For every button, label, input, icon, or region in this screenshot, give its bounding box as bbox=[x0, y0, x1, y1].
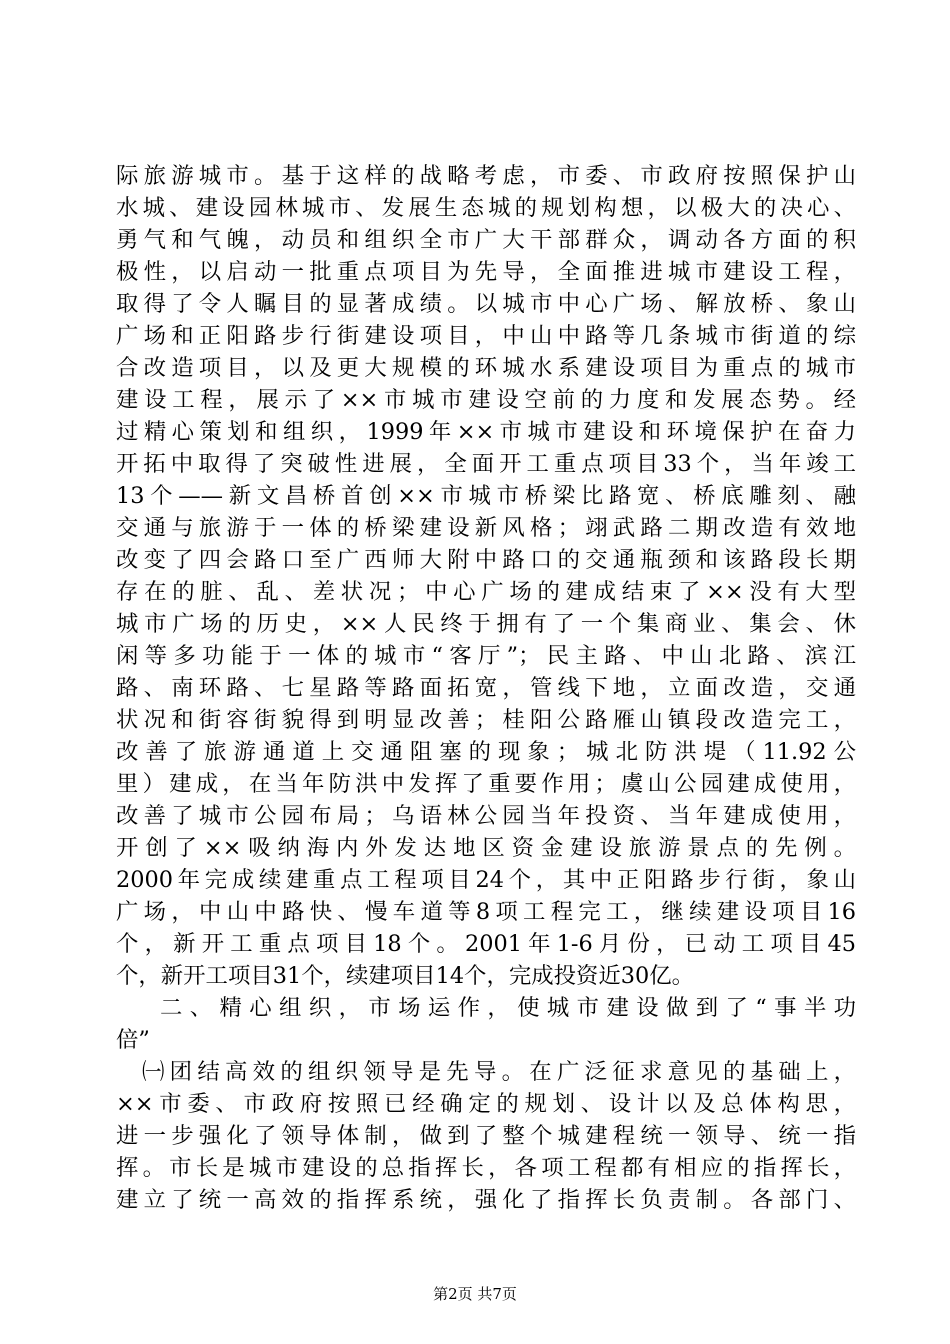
text-line: 个，新开工项目31个，续建项目14个，完成投资近30亿。 bbox=[116, 963, 695, 989]
text-line: 城市广场的历史，××人民终于拥有了一个集商业、集会、休 bbox=[116, 611, 856, 637]
text-line: 开创了××吸纳海内外发达地区资金建设旅游景点的先例。 bbox=[116, 835, 856, 861]
text-line: 闲等多功能于一体的城市“客厅”；民主路、中山北路、滨江 bbox=[116, 643, 856, 669]
text-line: 极性，以启动一批重点项目为先导，全面推进城市建设工程， bbox=[116, 259, 856, 285]
text-line: 路、南环路、七星路等路面拓宽，管线下地，立面改造，交通 bbox=[116, 675, 856, 701]
text-line: 过精心策划和组织，1999年××市城市建设和环境保护在奋力 bbox=[116, 419, 856, 445]
text-line: 改变了四会路口至广西师大附中路口的交通瓶颈和该路段长期 bbox=[116, 547, 856, 573]
text-line: 里）建成，在当年防洪中发挥了重要作用；虞山公园建成使用， bbox=[116, 771, 856, 797]
text-line: 2000年完成续建重点工程项目24个，其中正阳路步行街，象山 bbox=[116, 867, 856, 893]
page-number-footer: 第2页 共7页 bbox=[433, 1285, 517, 1303]
text-line: 状况和街容街貌得到明显改善；桂阳公路雁山镇段改造完工， bbox=[116, 707, 856, 733]
paragraph-start: ㈠团结高效的组织领导是先导。在广泛征求意见的基础上， bbox=[142, 1059, 856, 1085]
text-line: 挥。市长是城市建设的总指挥长，各项工程都有相应的指挥长， bbox=[116, 1155, 856, 1181]
text-line: 13个——新文昌桥首创××市城市桥梁比路宽、桥底雕刻、融 bbox=[116, 483, 856, 509]
text-line: 水城、建设园林城市、发展生态城的规划构想，以极大的决心、 bbox=[116, 195, 856, 221]
text-line: 改善了城市公园布局；乌语林公园当年投资、当年建成使用， bbox=[116, 803, 856, 829]
body-text bbox=[116, 160, 856, 1216]
text-line: 广场，中山中路快、慢车道等8项工程完工，继续建设项目16 bbox=[116, 899, 856, 925]
text-line: 合改造项目，以及更大规模的环城水系建设项目为重点的城市 bbox=[116, 355, 856, 381]
text-line: 广场和正阳路步行街建设项目，中山中路等几条城市街道的综 bbox=[116, 323, 856, 349]
text-line: 勇气和气魄，动员和组织全市广大干部群众，调动各方面的积 bbox=[116, 227, 856, 253]
text-line: 取得了令人瞩目的显著成绩。以城市中心广场、解放桥、象山 bbox=[116, 291, 856, 317]
text-line: ××市委、市政府按照已经确定的规划、设计以及总体构思， bbox=[116, 1091, 856, 1117]
section-heading-continued: 倍” bbox=[116, 1027, 150, 1053]
text-line: 个，新开工重点项目18个。2001年1-6月份，已动工项目45 bbox=[116, 931, 856, 957]
text-line: 交通与旅游于一体的桥梁建设新风格；翊武路二期改造有效地 bbox=[116, 515, 856, 541]
text-line: 进一步强化了领导体制，做到了整个城建程统一领导、统一指 bbox=[116, 1123, 856, 1149]
text-line: 开拓中取得了突破性进展，全面开工重点项目33个，当年竣工 bbox=[116, 451, 856, 477]
text-line: 建设工程，展示了××市城市建设空前的力度和发展态势。经 bbox=[116, 387, 856, 413]
text-line: 建立了统一高效的指挥系统，强化了指挥长负责制。各部门、 bbox=[116, 1187, 856, 1213]
text-line: 改善了旅游通道上交通阻塞的现象；城北防洪堤（11.92公 bbox=[116, 739, 856, 765]
text-line: 存在的脏、乱、差状况；中心广场的建成结束了××没有大型 bbox=[116, 579, 856, 605]
text-line: 际旅游城市。基于这样的战略考虑，市委、市政府按照保护山 bbox=[116, 163, 856, 189]
section-heading: 二、精心组织，市场运作，使城市建设做到了“事半功 bbox=[160, 995, 856, 1021]
